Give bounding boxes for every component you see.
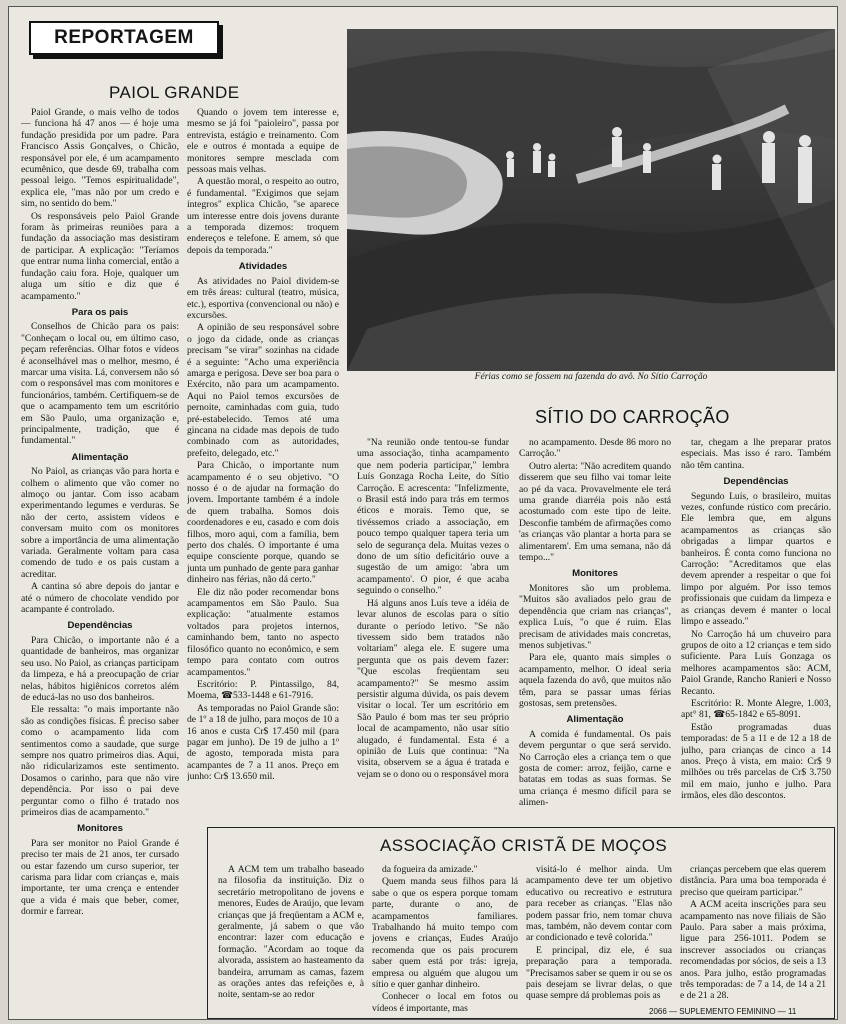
paragraph: Escritório: R. Monte Alegre, 1.003, apt° 81, ☎65-1842 e 65-8091.: [681, 697, 831, 721]
acm-column-2: [372, 864, 518, 1014]
paragraph: da fogueira da amizade.": [382, 864, 478, 875]
children-hiking-photo: [347, 29, 835, 371]
paiol-grande-title: PAIOL GRANDE: [109, 83, 240, 102]
paragraph: crianças percebem que elas querem distância. Para uma boa temporada é preciso que queiram participar.": [680, 864, 826, 898]
paragraph: Para Chicão, o importante num acampamento é o seu objetivo. "O nosso é o de ajudar na formação do jovem. Importante também é a índole de quem trabalha. Somos dois coordenadores e eu, casado e com dois filhos, moro aqui, com a família, bem perto dos chalés. O importante é uma equipe consciente porque, quando se junta um punhado de gente para ganhar dinheiro nas férias, não dá certo.": [187, 460, 339, 586]
subheading: Atividades: [238, 261, 288, 273]
paragraph: A ACM aceita inscrições para seu acampamento nas nove filiais de São Paulo. Para saber a mais próxima, ligue para 256-1011. Podem se inscrever associados ou crianças recomendadas por sócios, de seis a 13 anos. Para julho, estão programadas três temporadas: de 7 a 14, de 14 a 21 e de 21 a 28.: [680, 899, 826, 1002]
subheading: Para os pais: [71, 306, 129, 318]
sitio-column-3: [681, 437, 831, 823]
camp-photo: [347, 29, 835, 371]
paragraph: Escritório: P. Pintassilgo, 84, Moema, ☎533-1448 e 61-7916.: [187, 678, 339, 702]
sitio-column-2: [519, 437, 671, 823]
acm-box: [207, 827, 835, 1019]
paragraph: Outro alerta: "Não acreditem quando disserem que seu filho vai tomar leite ao pé da vaca. Provavelmente ele terá uma grande diarréia pois não está acostumado com este tipo de leite. Desconfie também de afirmações como 'as crianças vão plantar a horta para se alimentarem'. Em uma semana, não dá tempo...": [519, 460, 671, 564]
paragraph: A cantina só abre depois do jantar e até o número de chocolate vendido por acampante é controlado.: [21, 581, 179, 616]
paragraph: E principal, diz ele, é sua preparação para a temporada. "Precisamos saber se quem ir ou se os pais desejam se livrar delas, o que quase sempre dá problemas pois as: [526, 944, 672, 1002]
paragraph: Segundo Luís, o brasileiro, muitas vezes, confunde rústico com precário. Ele lembra que, em alguns acampamentos as crianças são obrigadas a limpar quartos e banheiros. É conta como funciona no Carroção: "Acreditamos que elas devem aprender a respeitar o que foi limpo por alguém. Por isso temos profissionais que cuidam da limpeza e as crianças devem é manter o local limpo e asseado.": [681, 490, 831, 628]
paragraph: Monitores são um problema. "Muitos são avaliados pelo grau de dependência que criam nas crianças", explica Luís, "o que é ruim. Elas precisam de atividades mais concretas, menos subjetivas.": [519, 582, 671, 651]
paragraph: Quando o jovem tem interesse e, mesmo se já foi "paioleiro", passa por entrevista, estágio e treinamento. Com ele e outros é montada a equipe de monitores sempre mesclada com pessoas mais velhas.: [187, 107, 339, 176]
acm-title: ASSOCIAÇÃO CRISTÃ DE MOÇOS: [380, 836, 668, 855]
paragraph: Quem manda seus filhos para lá sabe o que os espera porque tomam parte, durante o ano, de acampamentos familiares. Trabalhando há muito tempo com jovens e crianças, Eudes Araújo recomenda que os pais procurem saber quem está por trás: igreja, empresa ou alguém que alugou um sítio e quer ganhar dinheiro.: [372, 876, 518, 991]
paragraph: No Carroção há um chuveiro para grupos de oito a 12 crianças e tem sido suficiente. Para Luís Gonzaga os melhores acampamentos são: ACM, Paiol Grande, Rancho Ranieri e Nosso Recanto.: [681, 628, 831, 697]
paiol-grande-column-2: [187, 107, 339, 783]
paragraph: As atividades no Paiol dividem-se em três áreas: cultural (teatro, música, etc.), esportiva (convencional ou não) e excursões.: [187, 275, 339, 321]
paragraph: Conselhos de Chicão para os pais: "Conheçam o local ou, em último caso, peçam referências. Olhar fotos e vídeos é aconselhável mas o melhor, mesmo, é marcar uma visita. Lá, conversem não só com o responsável mas com monitores e funcionários, também. Certifiquem-se de que o acampamento tem um escritório em São Paulo, uma organização e, principalmente, tradição, que é fundamental.": [21, 321, 179, 447]
paragraph: A opinião de seu responsável sobre o jogo da cidade, onde as crianças precisam "se virar" sozinhas na cidade é a seguinte: "Acho uma experiência amarga e perigosa. Deve ser boa para o Exército, não para um acampamento. Aqui no Paiol temos excursões de pernoite, caminhadas com guia, tudo pré-estabelecido. Temos até uma gincana na cidade mas depois de tudo combinado com as autoridades, prefeito, delegado, etc.": [187, 322, 339, 459]
paragraph: A comida é fundamental. Os pais devem perguntar o que será servido. No Carroção eles a criança tem o que gosta de comer: arroz, feijão, carne e batatas em todas as suas formas. Se uma criança é mesmo difícil para se alimen-: [519, 728, 671, 809]
paragraph: "Na reunião onde tentou-se fundar uma associação, tinha acampamento que nem poderia participar," lembra Luís Gonzaga Rocha Leite, do Sítio Carroção. E acrescenta: "Infelizmente, o Brasil está indo para trás em termos éticos e morais. Temo que, se tivéssemos criado a associação, em pouco tempo qualquer tapera teria um selo de segurança dela. Muitas vezes o dono de um sítio deficitário ouve a sugestão de um amigo: 'abra um acampamento'. O pior, é que acaba seguindo o conselho.": [357, 437, 509, 597]
paragraph: Ele diz não poder recomendar bons acampamentos em São Paulo. Sua explicação: "atualmente estamos voltados para projetos internos, caminhando bem, tanto no aspecto filosófico quanto no econômico, e sem tempo para contato com outros acampamentos.": [187, 586, 339, 678]
sitio-column-1: [357, 437, 509, 823]
paragraph: tar, chegam a lhe preparar pratos especiais. Mas isso é raro. Também não têm cantina.: [681, 437, 831, 471]
paragraph: Estão programadas duas temporadas: de 5 a 11 e de 12 a 18 de julho, para crianças de cinco a 14 anos. Preço à vista, em maio: Cr$ 9 milhões ou três parcelas de Cr$ 3.750 mil em maio, junho e julho. Para irmãos, eles dão descontos.: [681, 721, 831, 802]
subheading: Monitores: [572, 568, 618, 580]
paragraph: Para ser monitor no Paiol Grande é preciso ter mais de 21 anos, ter cursado ou estar fazendo um curso superior, ter carisma para lidar com crianças e, mais importante, ter uma crença e entender que a vida é mais que beber, comer, dormir e farrear.: [21, 837, 179, 918]
paragraph: A questão moral, o respeito ao outro, é fundamental. "Exigimos que sejam íntegros" explica Chicão, "se aparece um interesse entre dois jovens durante a temporada dizemos: troquem endereços e telefone. E amem, só que depois da temporada.": [187, 176, 339, 256]
paragraph: no acampamento. Desde 86 moro no Carroção.": [519, 437, 671, 460]
section-label: REPORTAGEM: [29, 21, 219, 55]
subheading: Dependências: [723, 476, 789, 488]
paragraph: Os responsáveis pelo Paiol Grande foram às primeiras reuniões para a fundação da associação mas desistiram de participar. A explicação: "Teríamos que entrar numa linha comercial, então a fundação caiu fora. Hoje, qualquer um aluga um sítio e diz que é acampamento.": [21, 210, 179, 302]
acm-column-3: [526, 864, 672, 1014]
subheading: Monitores: [77, 823, 123, 835]
paragraph: No Paiol, as crianças vão para horta e colhem o alimento que vão comer no almoço ou jantar. Com isso acabam experimentando legumes e verduras. Se não der certo, assistem vídeos e conversam muito com os monitores sobre a importância de uma alimentação variada. Geralmente voltam para casa comendo de tudo e os pais custam a acreditar.: [21, 466, 179, 580]
photo-caption: Férias como se fossem na fazenda do avô. No Sítio Carroção: [474, 372, 708, 382]
subheading: Alimentação: [71, 451, 129, 463]
acm-column-1: [218, 864, 364, 1014]
paragraph: Para ele, quanto mais simples o acampamento, melhor. O ideal seria aquela fazenda do avô, que muitos não têm, para se passar umas férias gostosas, sem pretensões.: [519, 652, 671, 709]
newspaper-page: [8, 6, 838, 1020]
paragraph: Para Chicão, o importante não é a quantidade de banheiros, mas organizar seu uso. No Paiol, as crianças participam da limpeza, e há a preocupação de criar nelas, hábitos higiênicos corretos além de educá-las no uso dos banheiros.: [21, 634, 179, 703]
sitio-carrocao-title: SÍTIO DO CARROÇÃO: [535, 407, 730, 427]
subheading: Dependências: [67, 620, 133, 632]
acm-column-4: [680, 864, 826, 1014]
paragraph: Conhecer o local em fotos ou vídeos é importante, mas: [372, 991, 518, 1014]
paragraph: visitá-lo é melhor ainda. Um acampamento deve ter um objetivo educativo ou recreativo e estrutura para receber as crianças. "Elas não podem passar frio, nem tomar chuva mas, também, não devem contar com ar condicionado e tevê colorida.": [526, 864, 672, 944]
paragraph: Ele ressalta: "o mais importante não são as condições físicas. É preciso saber como o acampamento lida com sentimentos como a saudade, que surge sempre nos quatro primeiros dias. Aqui, não ridicularizamos este sentimento. Dosamos o carinho, para que não vire dependência. Por isso o pai deve perguntar como o filho é tratado nos primeiros dias de acampamento.": [21, 704, 179, 818]
paragraph: Paiol Grande, o mais velho de todos — funciona há 47 anos — é hoje uma fundação presidida por um padre. Para Francisco Assis Gonçalves, o Chicão, responsável por ele, é um acampamento ecumênico, que desde 69, trabalha com pessoal leigo. "Temos espiritualidade", explica ele, "mas não por um credo e sim, no sentido do bem.": [21, 107, 179, 210]
paragraph: Há alguns anos Luís teve a idéia de levar alunos de escolas para o sítio durante o período letivo. "Se não tivessem sido bem tratados não voltariam" alega ele. E sugere uma pergunta que os pais devem fazer: "Que escolas freqüentam seu acampamento?" Se mesmo assim persistir alguma dúvida, os pais devem visitar o local. Ter um escritório em São Paulo é bom mas ter seu próprio local de acampamento, não usar sítio alugado, é fundamental. Esta é a opinião de Luís que continua: "Na visita, observem se a água é tratada e vejam se o dono ou o responsável mora: [357, 597, 509, 780]
paiol-grande-column-1: [21, 107, 179, 1015]
paragraph: A ACM tem um trabalho baseado na filosofia da instituição. Diz o secretário metropolitano de jovens e menores, Eudes de Araújo, que levam crianças que já freqüentam a ACM e, geralmente, já sabem o que vão encontrar: lazer com educação e formação. "Acordam ao toque da alvorada, assistem ao hasteamento da bandeira, arrumam as camas, fazem as orações antes das refeições e, à noite, sentam-se ao redor: [218, 864, 364, 1001]
paragraph: As temporadas no Paiol Grande são: de 1º a 18 de julho, para moços de 10 a 16 anos e custa Cr$ 17.450 mil (para pagar em junho). De 19 de julho a 1º de agosto, temporada mista para acampantes de 7 a 11 anos. Preço em junho: Cr$ 13.650 mil.: [187, 702, 339, 783]
page-footer: 2066 — SUPLEMENTO FEMININO — 11: [649, 1007, 797, 1016]
subheading: Alimentação: [566, 714, 624, 726]
